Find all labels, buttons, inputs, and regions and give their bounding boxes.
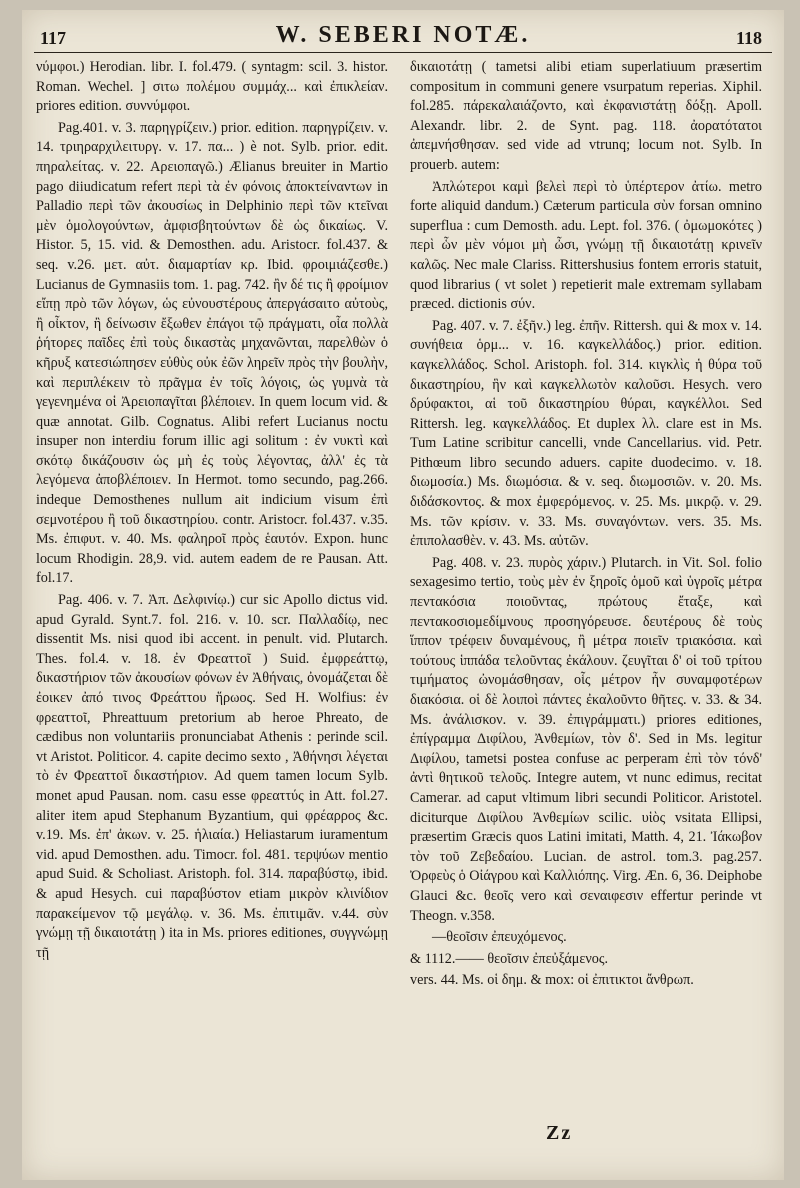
paragraph: & 1112.—— θεοῖσιν ἐπεὐξάμενος. (410, 950, 609, 967)
page-number-left: 117 (40, 28, 67, 48)
left-column (36, 58, 388, 965)
paragraph: —θεοῖσιν ἐπευχόμενος. (432, 929, 567, 946)
paragraph: Ἀπλώτεροι καμὶ βελεὶ περὶ τὸ ὑπέρτερον ἀτίω. metro forte aliquid dandum.) Cæterum particula σὺν forsan omnino superflua : cum Demosth. adu. Lept. fol. 376. ( ὀμωμοκότες ) περὶ ὧν μὲν νόμοι μὴ ὦσι, γνώμῃ τῇ δικαιοτάτῃ κρινεῖν καλῶς. Nec male Clariss. Rittershusius fontem erroris statuit, quod librarius ( vt solet ) repetierit male extremam syllabam præced. dictionis σύν. (410, 178, 762, 313)
paragraph: vers. 44. Ms. οἱ δημ. & mox: οἱ ἐπιτικτοι ἄνθρωπ. (410, 972, 694, 989)
running-title: W. SEBERI NOTÆ. (275, 22, 531, 48)
page-number-right: 118 (735, 28, 762, 48)
paragraph: νύμφοι.) Herodian. libr. I. fol.479. ( syntagm: scil. 3. histor. Roman. Wechel. ] σιτω πολέμου συμμάχ... καὶ ἐπικλείαν. priores edition. συννύμφοι. (36, 59, 388, 115)
page-header (22, 22, 784, 52)
header-rule (34, 52, 772, 53)
paragraph: Pag. 406. v. 7. Ἀπ. Δελφινίῳ.) cur sic Apollo dictus vid. apud Gyrald. Synt.7. fol. 216. v. 10. scr. Παλλαδίῳ, nec dissentit Ms. nisi quod ibi accent. in penult. vid. Plutarch. Thes. fol.4. v. 18. ἐν Φρεαττοῖ ) Suid. ἐμφρεάττῳ, δικαστήριον τῶν ἀκουσίων φόνων ἐν Ἀθήναις, ὀνομάζεται δὲ ἐοικεν ἀπό τινος Φρεάττου ἥρωος. Sed H. Wolfius: ἐν φρεαττοῖ, Phreattuum pretorium ab heroe Phreato, de cædibus non voluntariis pronunciabat Athenis : perinde scil. vt Aristot. Politicor. 4. capite decimo sexto , Ἀθήνησι λέγεται τὸ ἐν Φρεαττοῖ δικαστήριον. Ad quem tamen locum Sylb. monet apud Pausan. nom. casu esse φρεαττύς in Att. fol.27. aliter item apud Stephanum Byzantium, qui φρέαρρος &c. v.19. Ms. ἐπ' ἀκων. v. 25. ἡλιαία.) Heliastarum iuramentum vid. apud Demosthen. adu. Timocr. fol. 481. τερψύων mentio apud Suid. & Scholiast. Aristoph. fol. 314. παραβύστῳ, ibid. & apud Hesych. cui παραβύστον etiam μικρὸν κλινίδιον παρακείμενον τῷ μεγάλῳ. v. 36. Ms. ἐπιτιμᾶν. v.44. σὺν γνώμῃ τῇ δικαιοτάτῃ ) ita in Ms. priores editiones, συγγνώμῃ τῇ (36, 592, 388, 961)
right-column (410, 58, 762, 993)
paragraph: Pag.401. v. 3. παρηγρίζειν.) prior. edition. παρηγρίζειν. v. 14. τριηραρχιλειτυργ. v. 17. πα... ) è not. Sylb. prior. edit. πηραλείτας. v. 22. Αρειοπαγῶ.) Ælianus breuiter in Martio pago diiudicatum refert περὶ τὰ ἐν φόνοις ἀποκτείναντων in Palladio περὶ τῶν ἀκουσίως in Delphinio περὶ τῶν κτεῖναι μὲν ὁμολογούντων, ἀμφισβητούντων δὲ ὡς δικαίως. V. Histor. 5, 15. vid. & Demosthen. adu. Aristocr. fol.437. & seq. v.26. μετ. αὐτ. διαμαρτίαν κρ. Ibid. φροιμιάζεσθε.) Lucianus de Gymnasiis tom. 1. pag. 742. ἢν δέ τις ἢ φροίμιον εἴπῃ πρὸ τῶν λόγων, ὡς εὐνουστέρους ἀπεργάσαιτο αὐτοὺς, ἢ οἶκτον, ἢ δείνωσιν ἔξωθεν ἐπάγοι τῷ πράγματι, οἷα πολλὰ ῥήτορες παῖδες ἐπὶ τοὺς δικαστὰς μηχανῶνται, παρελθὼν ὁ κῆρυξ κατεσιώπησεν εὐθὺς οὐκ ἐῶν ληρεῖν πρὸς τὴν βουλὴν, καὶ περιπλέκειν τὸ πρᾶγμα ἐν τοῖς λόγοις, ὡς γυμνὰ τὰ γεγενημένα οἱ Ἀρειοπαγῖται βλέποιεν. In quem locum vid. & quæ annotat. Gilb. Cognatus. Alibi refert Lucianus noctu insuper non interdiu forum illic agi solitum : ἐν νυκτὶ καὶ σκότῳ δικάζουσιν ὡς μὴ ἐς τοὺς λέγοντας, ἀλλ' ἐς τὰ λεγόμενα ἀποβλέποιεν. In Hermot. tomo secundo, pag.266. indeque Demosthenes nullum ait indicium visum ἐπὶ σεμνοτέρου ἢ τοῦ δικαστηρίου. contr. Aristocr. fol.437. v.35. Ms. ἐπιφυτ. v. 40. Ms. φαληροῖ πρὸς ἑαυτόν. Expon. hunc locum Rhodigin. 28,9. vid. autem eadem de re Pausan. Att. fol.17. (36, 119, 388, 587)
signature-mark: Zz (546, 1122, 573, 1144)
paragraph: Pag. 407. v. 7. ἐξῆν.) leg. ἐπῆν. Rittersh. qui & mox v. 14. συνήθεια ὁρμ... v. 16. καγκελλάδος.) prior. edition. καγκελλάδος. Schol. Aristoph. fol. 314. κιγκλὶς ἡ θύρα τοῦ δικαστηρίου, ἣν καὶ καγκελλωτὸν καλοῦσι. Hesych. vero δρύφακτοι, αἱ τοῦ δικαστηρίου θύραι, καγκέλλοι. Sed Rittersh. leg. καγκελλάδος. Et duplex λλ. clare est in Ms. Tum Latine scribitur cancelli, vnde Cancellarius. vid. Petr. Pithœum libro secundo aduers. capite duodecimo. v. 18. διωμοσία.) Ms. διωμόσια. & v. seq. διωμοσιῶν. v. 20. Ms. διδάσκοντος. & mox ἐμφερόμενος. v. 25. Ms. μικρῷ. v. 29. Ms. τῶν κρίσιν. v. 33. Ms. συναγόντων. vers. 35. Ms. ἐπιπολασθὲν. v. 43. Ms. αὐτῶν. (410, 317, 762, 550)
paragraph: Pag. 408. v. 23. πυρὸς χάριν.) Plutarch. in Vit. Sol. folio sexagesimo tertio, τοὺς μὲν ἐν ξηροῖς ὁμοῦ καὶ ὑγροῖς μέτρα πεντακόσια ποιοῦντας, πρώτους ἔταξε, καὶ πεντακοσιομεδίμνους προσηγόρευσε. δευτέρους δὲ τοὺς ἵππον τρέφειν δυναμένους, ἢ μέτρα ποιεῖν τριακόσια. καὶ τούτους ἱππάδα τελοῦντας ἐκάλουν. ζευγῖται δ' οἱ τοῦ τρίτου τιμήματος ὠνομάσθησαν, οἷς μέτρον ἦν συναμφοτέρων διακόσια. οἱ δὲ λοιποὶ πάντες ἐκαλοῦντο θῆτες. v. 33. & 34. Ms. ἀνάλισκον. v. 39. ἐπιγράμματι.) priores editiones, ἐπίγραμμα Διφίλου, Ἀνθεμίων, τὸν δ'. Sed in Ms. legitur Διφίλου, tametsi postea confuse ac perperam ἐπὶ τὸν τόνδ' ἀντὶ θητικοῦ τελοῦς. Integre autem, vt nunc edimus, recitat Camerar. ad caput vltimum libri secundi Politicor. Aristotel. diciturque Διφίλου Ἀνθεμίων scilic. υἱὸς vsitata Ellipsi, præsertim Græcis quos Latini imitati, Matth. 4, 21. Ἰάκωβον τὸν τοῦ Ζεβεδαίου. Lucian. de astrol. tom.3. pag.257. Ὀρφεὺς ὁ Οἰάγρου καὶ Καλλιόπης. Virg. Æn. 6, 36. Deiphobe Glauci &c. θεοῖς vero καὶ σεναιφεσιν effertur perinde vt Theogn. v.358. (410, 554, 762, 924)
book-page (22, 10, 784, 1180)
paragraph: δικαιοτάτῃ ( tametsi alibi etiam superlatiuum præsertim compositum in communi genere vsurpatum reperias. Xiphil. fol.285. πάρεκαλαιάζοντο, καὶ ἐκφανιστάτῃ δόξῃ. Apoll. Alexandr. libr. 2. de Synt. pag. 118. ἀορατότατοι ἀπεμνήσθησαν. sed vide ad vtrunq; locum not. Sylb. In prouerb. autem: (410, 59, 762, 173)
